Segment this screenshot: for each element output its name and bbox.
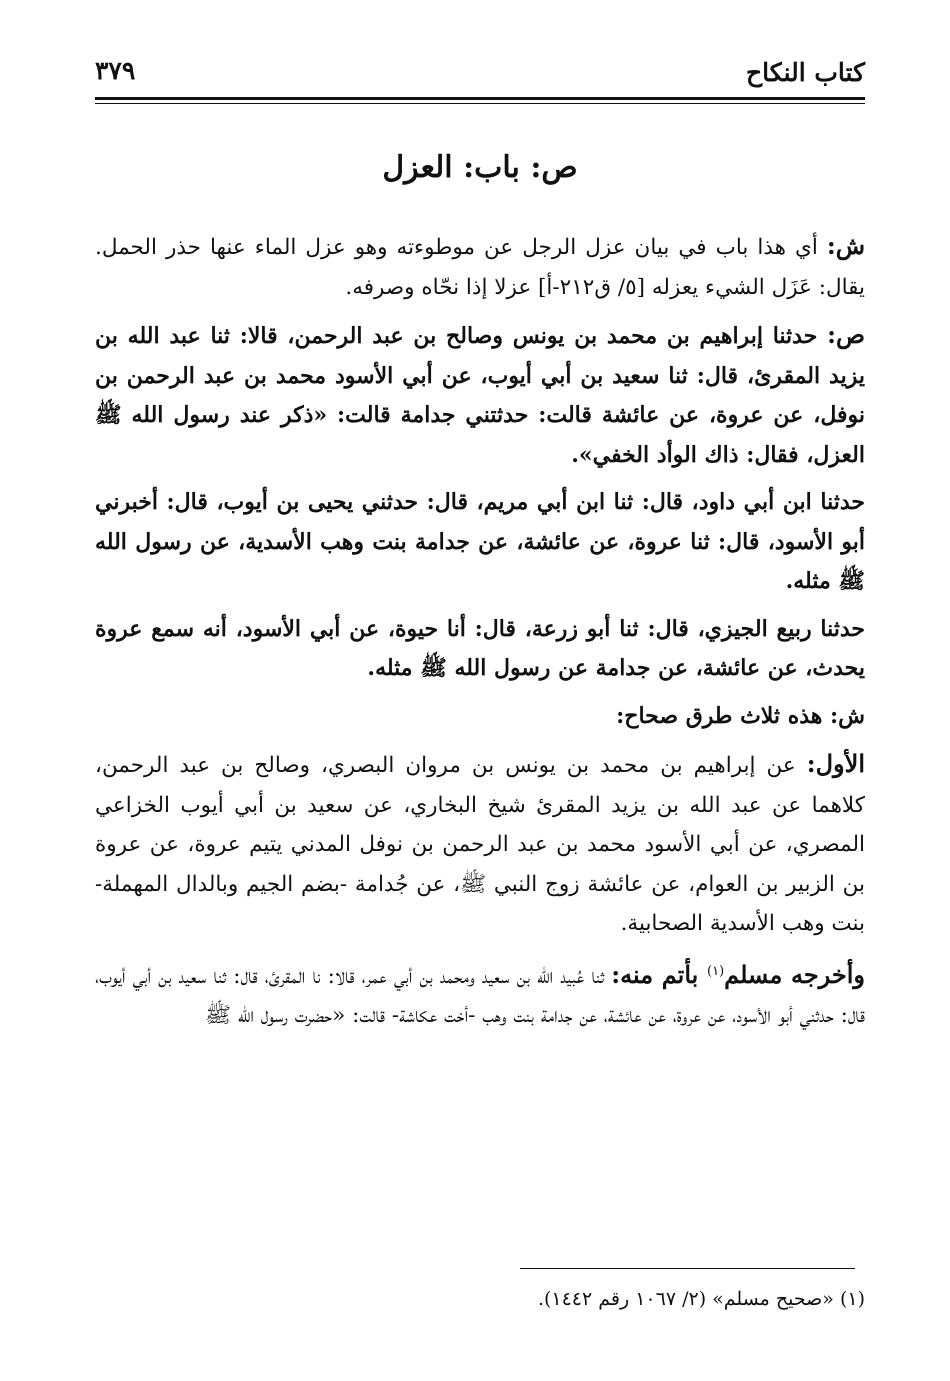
paragraph-commentary-intro [95,226,865,307]
paragraph-text: حدثنا ابن أبي داود، قال: ثنا ابن أبي مريم، قال: حدثني يحيى بن أيوب، قال: أخبرني أبو الأسود، قال: ثنا عروة، عن عائشة، عن جدامة بنت وهب الأسدية، عن رسول الله ﷺ مثله. [95,489,865,594]
footnote-ref[interactable]: (١) [707,963,725,979]
paragraph-lead: ص: [827,320,865,349]
paragraph-first-route [95,744,865,944]
footnote-rule [520,1268,855,1269]
paragraph-lead: ش: [826,231,865,260]
running-title: كتاب النكاح [746,58,865,87]
paragraph-hadith-2 [95,483,865,602]
paragraph-hadith-3 [95,610,865,689]
paragraph-text: أي هذا باب في بيان عزل الرجل عن موطوءته وهو عزل الماء عنها حذر الحمل. يقال: عَزَل الشيء يعزله [٥/ ق٢١٢-أ] عزلا إذا نحّاه وصرفه. [95,235,865,300]
paragraph-commentary-heading [95,697,865,737]
header-rule [95,97,865,100]
footnote: (١) «صحيح مسلم» (٢/ ١٠٦٧ رقم ١٤٤٢). [537,1288,865,1310]
paragraph-text: عن إبراهيم بن محمد بن يونس بن مروان البصري، وصالح بن عبد الرحمن، كلاهما عن عبد الله بن يزيد المقرئ شيخ البخاري، عن سعيد بن أبي أيوب الخزاعي المصري، عن أبي الأسود محمد بن عبد الرحمن بن نوفل المدني يتيم عروة، عن عروة بن الزبير بن العوام، عن عائشة زوج النبي ﷺ، عن جُدامة -بضم الجيم وبالدال المهملة- بنت وهب الأسدية الصحابية. [95,753,865,936]
header-rule-thin [95,103,865,104]
paragraph-text: حدثنا ربيع الجيزي، قال: ثنا أبو زرعة، قال: أنا حيوة، عن أبي الأسود، أنه سمع عروة يحدث، عن عائشة، عن جدامة عن رسول الله ﷺ مثله. [95,615,865,681]
page-header [95,52,865,96]
paragraph-text: ثنا عُبيد الله بن سعيد ومحمد بن أبي عمر، قالا: نا المقرئ، قال: ثنا سعيد بن أبي أيوب، قال: حدثني أبو الأسود، عن عروة، عن عائشة، عن جدامة بنت وهب -أخت عكاشة- قالت: «حضرت رسول الله ﷺ [95,963,865,1029]
paragraph-text: ش: هذه ثلاث طرق صحاح: [616,702,865,729]
main-text [95,226,865,1044]
paragraph-lead: وأخرجه مسلم [724,959,866,989]
paragraph-text: حدثنا إبراهيم بن محمد بن يونس وصالح بن عبد الرحمن، قالا: ثنا عبد الله بن يزيد المقرئ، قال: ثنا سعيد بن أبي أيوب، عن أبي الأسود محمد بن عبد الرحمن بن نوفل، عن عروة، عن عائشة قالت: حدثتني جدامة قالت: «ذكر عند رسول الله ﷺ العزل، فقال: ذاك الوأد الخفي». [95,323,865,468]
paragraph-lead: الأول: [806,749,865,778]
chapter-title: ص: باب: العزل [382,150,578,185]
paragraph-hadith-1 [95,315,865,475]
page-number: ٣٧٩ [95,56,136,85]
paragraph-muslim [95,952,865,1036]
paragraph-lead-2: بأتم منه: [611,959,707,989]
